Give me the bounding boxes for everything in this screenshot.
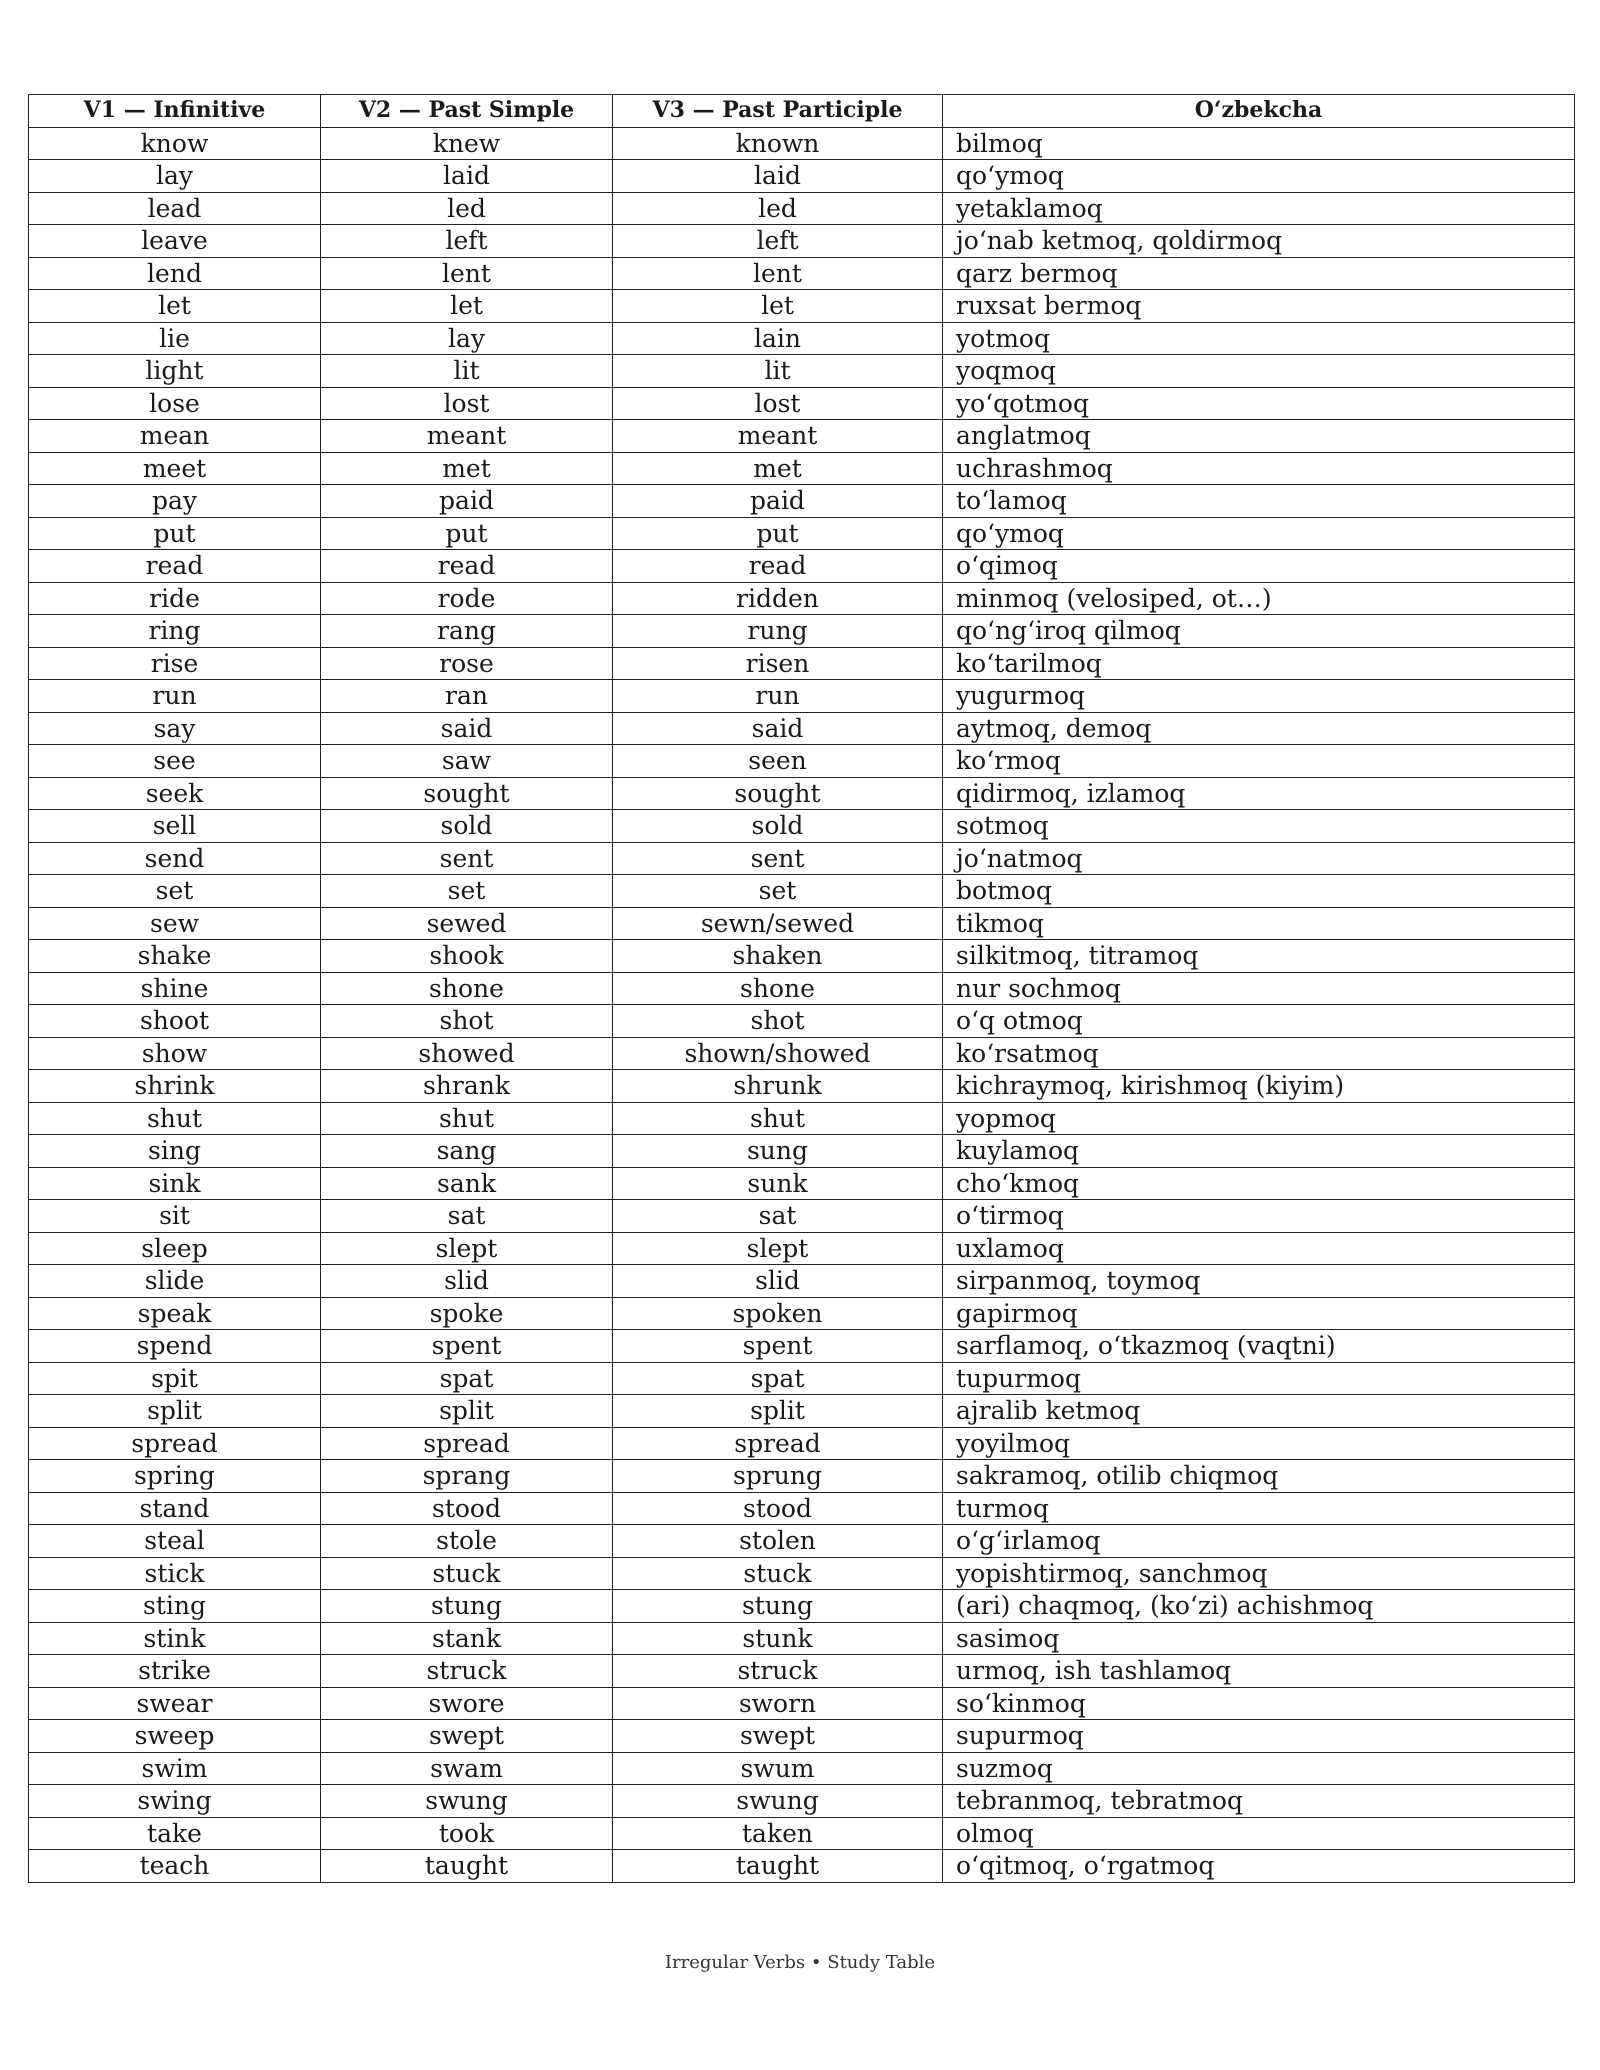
cell-v3-past-participle: sung (613, 1135, 943, 1168)
table-row (29, 1720, 1575, 1753)
cell-uzbek-translation: sotmoq (943, 810, 1575, 843)
cell-v1-infinitive: sleep (29, 1232, 321, 1265)
cell-v2-past-simple: paid (321, 485, 613, 518)
cell-v2-past-simple: stung (321, 1590, 613, 1623)
table-row (29, 1037, 1575, 1070)
cell-uzbek-translation: sasimoq (943, 1622, 1575, 1655)
table-row (29, 1330, 1575, 1363)
cell-v1-infinitive: spit (29, 1362, 321, 1395)
cell-v1-infinitive: shoot (29, 1005, 321, 1038)
cell-v3-past-participle: stung (613, 1590, 943, 1623)
cell-v1-infinitive: spend (29, 1330, 321, 1363)
table-row (29, 192, 1575, 225)
cell-v1-infinitive: lose (29, 387, 321, 420)
cell-uzbek-translation: jo‘nab ketmoq, qoldirmoq (943, 225, 1575, 258)
cell-v3-past-participle: sought (613, 777, 943, 810)
cell-uzbek-translation: yoqmoq (943, 355, 1575, 388)
cell-uzbek-translation: supurmoq (943, 1720, 1575, 1753)
cell-v2-past-simple: shone (321, 972, 613, 1005)
cell-v1-infinitive: meet (29, 452, 321, 485)
table-row (29, 940, 1575, 973)
cell-v2-past-simple: spread (321, 1427, 613, 1460)
cell-uzbek-translation: anglatmoq (943, 420, 1575, 453)
cell-v3-past-participle: rung (613, 615, 943, 648)
cell-v1-infinitive: slide (29, 1265, 321, 1298)
cell-uzbek-translation: jo‘natmoq (943, 842, 1575, 875)
cell-v1-infinitive: lie (29, 322, 321, 355)
cell-uzbek-translation: olmoq (943, 1817, 1575, 1850)
page-footer: Irregular Verbs • Study Table (664, 1952, 936, 1973)
cell-uzbek-translation: sirpanmoq, toymoq (943, 1265, 1575, 1298)
cell-v2-past-simple: saw (321, 745, 613, 778)
cell-v3-past-participle: sunk (613, 1167, 943, 1200)
cell-v2-past-simple: met (321, 452, 613, 485)
cell-v3-past-participle: stunk (613, 1622, 943, 1655)
cell-uzbek-translation: botmoq (943, 875, 1575, 908)
cell-uzbek-translation: ajralib ketmoq (943, 1395, 1575, 1428)
header-v1-infinitive: V1 — Infinitive (29, 95, 321, 128)
cell-v2-past-simple: sent (321, 842, 613, 875)
cell-v2-past-simple: stank (321, 1622, 613, 1655)
cell-v1-infinitive: lead (29, 192, 321, 225)
cell-v2-past-simple: put (321, 517, 613, 550)
cell-v2-past-simple: spat (321, 1362, 613, 1395)
table-row (29, 485, 1575, 518)
cell-v1-infinitive: let (29, 290, 321, 323)
cell-v1-infinitive: sing (29, 1135, 321, 1168)
table-row (29, 777, 1575, 810)
cell-v3-past-participle: swung (613, 1785, 943, 1818)
cell-v3-past-participle: set (613, 875, 943, 908)
cell-v3-past-participle: known (613, 127, 943, 160)
table-row (29, 1427, 1575, 1460)
cell-uzbek-translation: cho‘kmoq (943, 1167, 1575, 1200)
cell-uzbek-translation: o‘g‘irlamoq (943, 1525, 1575, 1558)
cell-v2-past-simple: shrank (321, 1070, 613, 1103)
cell-v1-infinitive: know (29, 127, 321, 160)
cell-uzbek-translation: bilmoq (943, 127, 1575, 160)
cell-v2-past-simple: stood (321, 1492, 613, 1525)
cell-v3-past-participle: lain (613, 322, 943, 355)
cell-uzbek-translation: aytmoq, demoq (943, 712, 1575, 745)
cell-v2-past-simple: left (321, 225, 613, 258)
cell-uzbek-translation: nur sochmoq (943, 972, 1575, 1005)
table-row (29, 1200, 1575, 1233)
table-row (29, 257, 1575, 290)
cell-v2-past-simple: stole (321, 1525, 613, 1558)
cell-v3-past-participle: let (613, 290, 943, 323)
cell-uzbek-translation: (ari) chaqmoq, (ko‘zi) achishmoq (943, 1590, 1575, 1623)
cell-v1-infinitive: read (29, 550, 321, 583)
cell-v1-infinitive: stand (29, 1492, 321, 1525)
cell-uzbek-translation: qo‘ymoq (943, 160, 1575, 193)
cell-v1-infinitive: put (29, 517, 321, 550)
cell-v2-past-simple: sold (321, 810, 613, 843)
cell-v1-infinitive: steal (29, 1525, 321, 1558)
cell-v1-infinitive: shine (29, 972, 321, 1005)
cell-v3-past-participle: read (613, 550, 943, 583)
cell-v3-past-participle: stood (613, 1492, 943, 1525)
cell-v1-infinitive: set (29, 875, 321, 908)
cell-v1-infinitive: spring (29, 1460, 321, 1493)
cell-v2-past-simple: sank (321, 1167, 613, 1200)
header-v2-past-simple: V2 — Past Simple (321, 95, 613, 128)
table-row (29, 452, 1575, 485)
cell-uzbek-translation: qarz bermoq (943, 257, 1575, 290)
cell-v2-past-simple: shot (321, 1005, 613, 1038)
cell-v1-infinitive: swing (29, 1785, 321, 1818)
cell-v3-past-participle: lit (613, 355, 943, 388)
cell-uzbek-translation: qo‘ymoq (943, 517, 1575, 550)
cell-uzbek-translation: so‘kinmoq (943, 1687, 1575, 1720)
cell-v1-infinitive: sell (29, 810, 321, 843)
table-row (29, 550, 1575, 583)
cell-v2-past-simple: swam (321, 1752, 613, 1785)
cell-v1-infinitive: spread (29, 1427, 321, 1460)
cell-v2-past-simple: sewed (321, 907, 613, 940)
cell-uzbek-translation: yugurmoq (943, 680, 1575, 713)
cell-uzbek-translation: o‘qimoq (943, 550, 1575, 583)
cell-v2-past-simple: lay (321, 322, 613, 355)
cell-v3-past-participle: spoken (613, 1297, 943, 1330)
cell-v3-past-participle: lent (613, 257, 943, 290)
cell-v1-infinitive: sew (29, 907, 321, 940)
cell-v2-past-simple: sat (321, 1200, 613, 1233)
cell-v2-past-simple: sprang (321, 1460, 613, 1493)
table-row (29, 647, 1575, 680)
cell-v3-past-participle: met (613, 452, 943, 485)
table-row (29, 1655, 1575, 1688)
cell-v3-past-participle: sprung (613, 1460, 943, 1493)
cell-v2-past-simple: said (321, 712, 613, 745)
cell-v3-past-participle: lost (613, 387, 943, 420)
cell-v2-past-simple: knew (321, 127, 613, 160)
table-row (29, 842, 1575, 875)
cell-v3-past-participle: meant (613, 420, 943, 453)
cell-uzbek-translation: yoyilmoq (943, 1427, 1575, 1460)
cell-v2-past-simple: led (321, 192, 613, 225)
table-row (29, 225, 1575, 258)
cell-v1-infinitive: sink (29, 1167, 321, 1200)
table-row (29, 1850, 1575, 1883)
cell-v1-infinitive: rise (29, 647, 321, 680)
cell-v1-infinitive: sting (29, 1590, 321, 1623)
cell-v1-infinitive: leave (29, 225, 321, 258)
cell-uzbek-translation: silkitmoq, titramoq (943, 940, 1575, 973)
cell-v1-infinitive: stink (29, 1622, 321, 1655)
table-row (29, 1492, 1575, 1525)
cell-v3-past-participle: shaken (613, 940, 943, 973)
table-row (29, 1135, 1575, 1168)
table-row (29, 517, 1575, 550)
cell-v3-past-participle: spent (613, 1330, 943, 1363)
cell-v1-infinitive: shrink (29, 1070, 321, 1103)
cell-v1-infinitive: send (29, 842, 321, 875)
cell-v3-past-participle: taken (613, 1817, 943, 1850)
cell-v3-past-participle: risen (613, 647, 943, 680)
table-row (29, 1102, 1575, 1135)
cell-v3-past-participle: left (613, 225, 943, 258)
cell-v2-past-simple: lit (321, 355, 613, 388)
cell-v1-infinitive: run (29, 680, 321, 713)
cell-v2-past-simple: sought (321, 777, 613, 810)
table-row (29, 1265, 1575, 1298)
table-row (29, 745, 1575, 778)
cell-v3-past-participle: spat (613, 1362, 943, 1395)
cell-v1-infinitive: ride (29, 582, 321, 615)
cell-uzbek-translation: ruxsat bermoq (943, 290, 1575, 323)
cell-v2-past-simple: rose (321, 647, 613, 680)
cell-v1-infinitive: stick (29, 1557, 321, 1590)
cell-v1-infinitive: light (29, 355, 321, 388)
cell-v2-past-simple: taught (321, 1850, 613, 1883)
irregular-verbs-table (28, 94, 1575, 1883)
cell-v2-past-simple: slid (321, 1265, 613, 1298)
cell-v1-infinitive: pay (29, 485, 321, 518)
table-row (29, 1687, 1575, 1720)
cell-v2-past-simple: shut (321, 1102, 613, 1135)
cell-v2-past-simple: spent (321, 1330, 613, 1363)
table-row (29, 1070, 1575, 1103)
cell-v2-past-simple: took (321, 1817, 613, 1850)
header-uzbek-translation: O‘zbekcha (943, 95, 1575, 128)
cell-v1-infinitive: see (29, 745, 321, 778)
table-row (29, 1362, 1575, 1395)
cell-uzbek-translation: yo‘qotmoq (943, 387, 1575, 420)
table-row (29, 1752, 1575, 1785)
cell-v3-past-participle: seen (613, 745, 943, 778)
cell-v1-infinitive: sit (29, 1200, 321, 1233)
cell-v3-past-participle: paid (613, 485, 943, 518)
cell-uzbek-translation: sarflamoq, o‘tkazmoq (vaqtni) (943, 1330, 1575, 1363)
cell-v2-past-simple: slept (321, 1232, 613, 1265)
table-row (29, 420, 1575, 453)
cell-uzbek-translation: tupurmoq (943, 1362, 1575, 1395)
cell-v3-past-participle: sat (613, 1200, 943, 1233)
table-row (29, 875, 1575, 908)
table-header (29, 95, 1575, 128)
cell-uzbek-translation: kichraymoq, kirishmoq (kiyim) (943, 1070, 1575, 1103)
cell-v3-past-participle: said (613, 712, 943, 745)
cell-v2-past-simple: lost (321, 387, 613, 420)
cell-v2-past-simple: showed (321, 1037, 613, 1070)
cell-v2-past-simple: swore (321, 1687, 613, 1720)
cell-v3-past-participle: sworn (613, 1687, 943, 1720)
cell-uzbek-translation: tikmoq (943, 907, 1575, 940)
cell-v3-past-participle: shrunk (613, 1070, 943, 1103)
cell-uzbek-translation: uchrashmoq (943, 452, 1575, 485)
cell-uzbek-translation: o‘q otmoq (943, 1005, 1575, 1038)
cell-v3-past-participle: sold (613, 810, 943, 843)
table-row (29, 1785, 1575, 1818)
cell-uzbek-translation: ko‘rsatmoq (943, 1037, 1575, 1070)
cell-v1-infinitive: swim (29, 1752, 321, 1785)
cell-v1-infinitive: take (29, 1817, 321, 1850)
cell-uzbek-translation: ko‘rmoq (943, 745, 1575, 778)
cell-v3-past-participle: split (613, 1395, 943, 1428)
table-row (29, 712, 1575, 745)
cell-v2-past-simple: swung (321, 1785, 613, 1818)
cell-uzbek-translation: yopishtirmoq, sanchmoq (943, 1557, 1575, 1590)
cell-uzbek-translation: urmoq, ish tashlamoq (943, 1655, 1575, 1688)
cell-v1-infinitive: strike (29, 1655, 321, 1688)
cell-v3-past-participle: stuck (613, 1557, 943, 1590)
cell-uzbek-translation: minmoq (velosiped, ot…) (943, 582, 1575, 615)
cell-uzbek-translation: to‘lamoq (943, 485, 1575, 518)
cell-uzbek-translation: o‘tirmoq (943, 1200, 1575, 1233)
cell-v1-infinitive: ring (29, 615, 321, 648)
table-row (29, 290, 1575, 323)
cell-v3-past-participle: slid (613, 1265, 943, 1298)
table-row (29, 127, 1575, 160)
cell-v3-past-participle: shut (613, 1102, 943, 1135)
cell-v3-past-participle: put (613, 517, 943, 550)
table-body (29, 127, 1575, 1882)
table-row (29, 972, 1575, 1005)
cell-v2-past-simple: swept (321, 1720, 613, 1753)
cell-v1-infinitive: say (29, 712, 321, 745)
table-row (29, 355, 1575, 388)
cell-v3-past-participle: sewn/sewed (613, 907, 943, 940)
cell-v2-past-simple: shook (321, 940, 613, 973)
table-row (29, 160, 1575, 193)
cell-v2-past-simple: rang (321, 615, 613, 648)
cell-v2-past-simple: ran (321, 680, 613, 713)
cell-v1-infinitive: seek (29, 777, 321, 810)
cell-v3-past-participle: sent (613, 842, 943, 875)
cell-v2-past-simple: spoke (321, 1297, 613, 1330)
cell-v1-infinitive: sweep (29, 1720, 321, 1753)
cell-v1-infinitive: shut (29, 1102, 321, 1135)
table-row (29, 1817, 1575, 1850)
cell-uzbek-translation: yotmoq (943, 322, 1575, 355)
table-header-row (29, 95, 1575, 128)
table-row (29, 907, 1575, 940)
cell-v3-past-participle: slept (613, 1232, 943, 1265)
cell-v3-past-participle: struck (613, 1655, 943, 1688)
cell-v2-past-simple: lent (321, 257, 613, 290)
cell-v2-past-simple: sang (321, 1135, 613, 1168)
cell-v3-past-participle: spread (613, 1427, 943, 1460)
cell-v1-infinitive: split (29, 1395, 321, 1428)
table-row (29, 1167, 1575, 1200)
cell-v1-infinitive: shake (29, 940, 321, 973)
table-row (29, 1460, 1575, 1493)
table-row (29, 680, 1575, 713)
cell-v1-infinitive: speak (29, 1297, 321, 1330)
header-v3-past-participle: V3 — Past Participle (613, 95, 943, 128)
cell-v3-past-participle: shone (613, 972, 943, 1005)
cell-v1-infinitive: lend (29, 257, 321, 290)
table-row (29, 1395, 1575, 1428)
cell-uzbek-translation: qidirmoq, izlamoq (943, 777, 1575, 810)
cell-uzbek-translation: yetaklamoq (943, 192, 1575, 225)
cell-v3-past-participle: shown/showed (613, 1037, 943, 1070)
cell-uzbek-translation: tebranmoq, tebratmoq (943, 1785, 1575, 1818)
table-row (29, 1297, 1575, 1330)
cell-v2-past-simple: stuck (321, 1557, 613, 1590)
cell-v3-past-participle: swum (613, 1752, 943, 1785)
cell-v1-infinitive: swear (29, 1687, 321, 1720)
cell-v2-past-simple: let (321, 290, 613, 323)
cell-v1-infinitive: mean (29, 420, 321, 453)
table-row (29, 1557, 1575, 1590)
table-row (29, 387, 1575, 420)
cell-uzbek-translation: turmoq (943, 1492, 1575, 1525)
cell-v2-past-simple: laid (321, 160, 613, 193)
table-row (29, 322, 1575, 355)
cell-v1-infinitive: lay (29, 160, 321, 193)
cell-uzbek-translation: sakramoq, otilib chiqmoq (943, 1460, 1575, 1493)
cell-v1-infinitive: teach (29, 1850, 321, 1883)
cell-uzbek-translation: qo‘ng‘iroq qilmoq (943, 615, 1575, 648)
cell-v3-past-participle: laid (613, 160, 943, 193)
table-row (29, 810, 1575, 843)
table-row (29, 615, 1575, 648)
table-row (29, 1590, 1575, 1623)
cell-v2-past-simple: read (321, 550, 613, 583)
cell-v3-past-participle: run (613, 680, 943, 713)
cell-uzbek-translation: kuylamoq (943, 1135, 1575, 1168)
cell-uzbek-translation: suzmoq (943, 1752, 1575, 1785)
table-row (29, 1232, 1575, 1265)
cell-v2-past-simple: struck (321, 1655, 613, 1688)
cell-uzbek-translation: uxlamoq (943, 1232, 1575, 1265)
cell-v2-past-simple: rode (321, 582, 613, 615)
cell-v3-past-participle: ridden (613, 582, 943, 615)
cell-v3-past-participle: stolen (613, 1525, 943, 1558)
table-row (29, 1622, 1575, 1655)
cell-v2-past-simple: set (321, 875, 613, 908)
cell-uzbek-translation: yopmoq (943, 1102, 1575, 1135)
cell-v3-past-participle: led (613, 192, 943, 225)
table-row (29, 1525, 1575, 1558)
cell-v1-infinitive: show (29, 1037, 321, 1070)
table-row (29, 1005, 1575, 1038)
cell-v3-past-participle: swept (613, 1720, 943, 1753)
cell-v3-past-participle: taught (613, 1850, 943, 1883)
cell-v2-past-simple: split (321, 1395, 613, 1428)
table-row (29, 582, 1575, 615)
cell-uzbek-translation: gapirmoq (943, 1297, 1575, 1330)
cell-uzbek-translation: o‘qitmoq, o‘rgatmoq (943, 1850, 1575, 1883)
cell-v2-past-simple: meant (321, 420, 613, 453)
cell-uzbek-translation: ko‘tarilmoq (943, 647, 1575, 680)
cell-v3-past-participle: shot (613, 1005, 943, 1038)
